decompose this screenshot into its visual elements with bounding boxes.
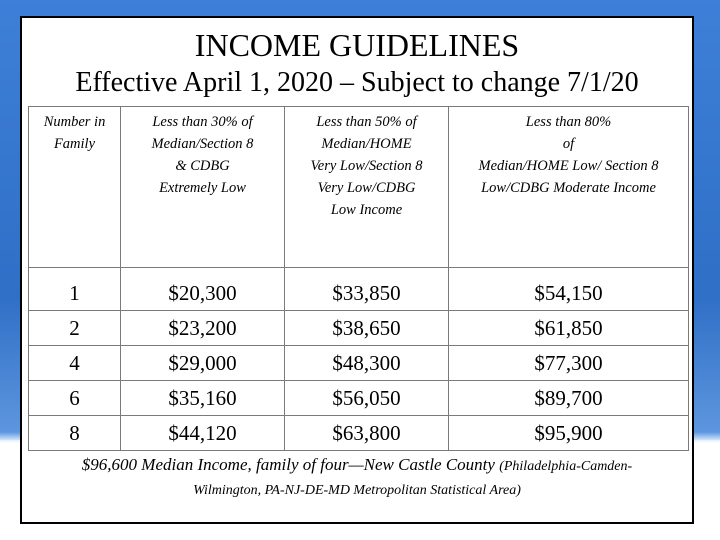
cell-very-low: $33,850 [285, 268, 449, 311]
cell-moderate: $89,700 [449, 381, 689, 416]
cell-extremely-low: $44,120 [121, 416, 285, 451]
cell-family-size: 4 [29, 346, 121, 381]
header-line: Less than 30% of [152, 114, 253, 130]
header-line: of [562, 136, 575, 152]
header-line: Median/HOME Low/ Section 8 [478, 158, 659, 174]
header-line: Number in [43, 114, 106, 130]
header-line: Very Low/CDBG [317, 180, 416, 196]
cell-moderate: $61,850 [449, 311, 689, 346]
footnote-median-income: $96,600 Median Income, family of four—New Castle County [81, 455, 495, 474]
header-line: Low Income [330, 202, 403, 218]
page-subtitle: Effective April 1, 2020 – Subject to change 7/1/20 [75, 67, 639, 98]
header-line: Extremely Low [159, 180, 246, 196]
cell-extremely-low: $20,300 [121, 268, 285, 311]
header-family-size [29, 107, 121, 268]
cell-moderate: $95,900 [449, 416, 689, 451]
page-title: INCOME GUIDELINES [194, 27, 520, 63]
table-row [29, 416, 689, 451]
cell-extremely-low: $35,160 [121, 381, 285, 416]
cell-family-size: 6 [29, 381, 121, 416]
header-line: Very Low/Section 8 [310, 158, 423, 174]
cell-moderate: $77,300 [449, 346, 689, 381]
header-line: Low/CDBG Moderate Income [481, 180, 656, 196]
header-line: Median/HOME [321, 136, 412, 152]
cell-very-low: $56,050 [285, 381, 449, 416]
table-row [29, 311, 689, 346]
header-line: & CDBG [175, 158, 230, 174]
header-line: Less than 50% of [316, 114, 417, 130]
table-header-row [29, 107, 689, 268]
table-row [29, 346, 689, 381]
footnote-line-1 [22, 452, 692, 480]
header-line: Median/Section 8 [151, 136, 254, 152]
cell-very-low: $38,650 [285, 311, 449, 346]
cell-family-size: 8 [29, 416, 121, 451]
cell-very-low: $63,800 [285, 416, 449, 451]
footnote-msa-start: (Philadelphia-Camden- [499, 459, 633, 474]
cell-extremely-low: $23,200 [121, 311, 285, 346]
footnote-line-2: Wilmington, PA-NJ-DE-MD Metropolitan Statistical Area) [193, 483, 521, 498]
header-moderate [449, 107, 689, 268]
income-table [28, 106, 689, 451]
content-card [20, 16, 694, 524]
cell-family-size: 1 [29, 268, 121, 311]
footnote [22, 452, 692, 502]
cell-moderate: $54,150 [449, 268, 689, 311]
header-line: Family [53, 136, 96, 152]
cell-family-size: 2 [29, 311, 121, 346]
cell-very-low: $48,300 [285, 346, 449, 381]
header-extremely-low [121, 107, 285, 268]
table-row [29, 381, 689, 416]
header-very-low [285, 107, 449, 268]
header-line: Less than 80% [525, 114, 612, 130]
cell-extremely-low: $29,000 [121, 346, 285, 381]
table-row [29, 268, 689, 311]
